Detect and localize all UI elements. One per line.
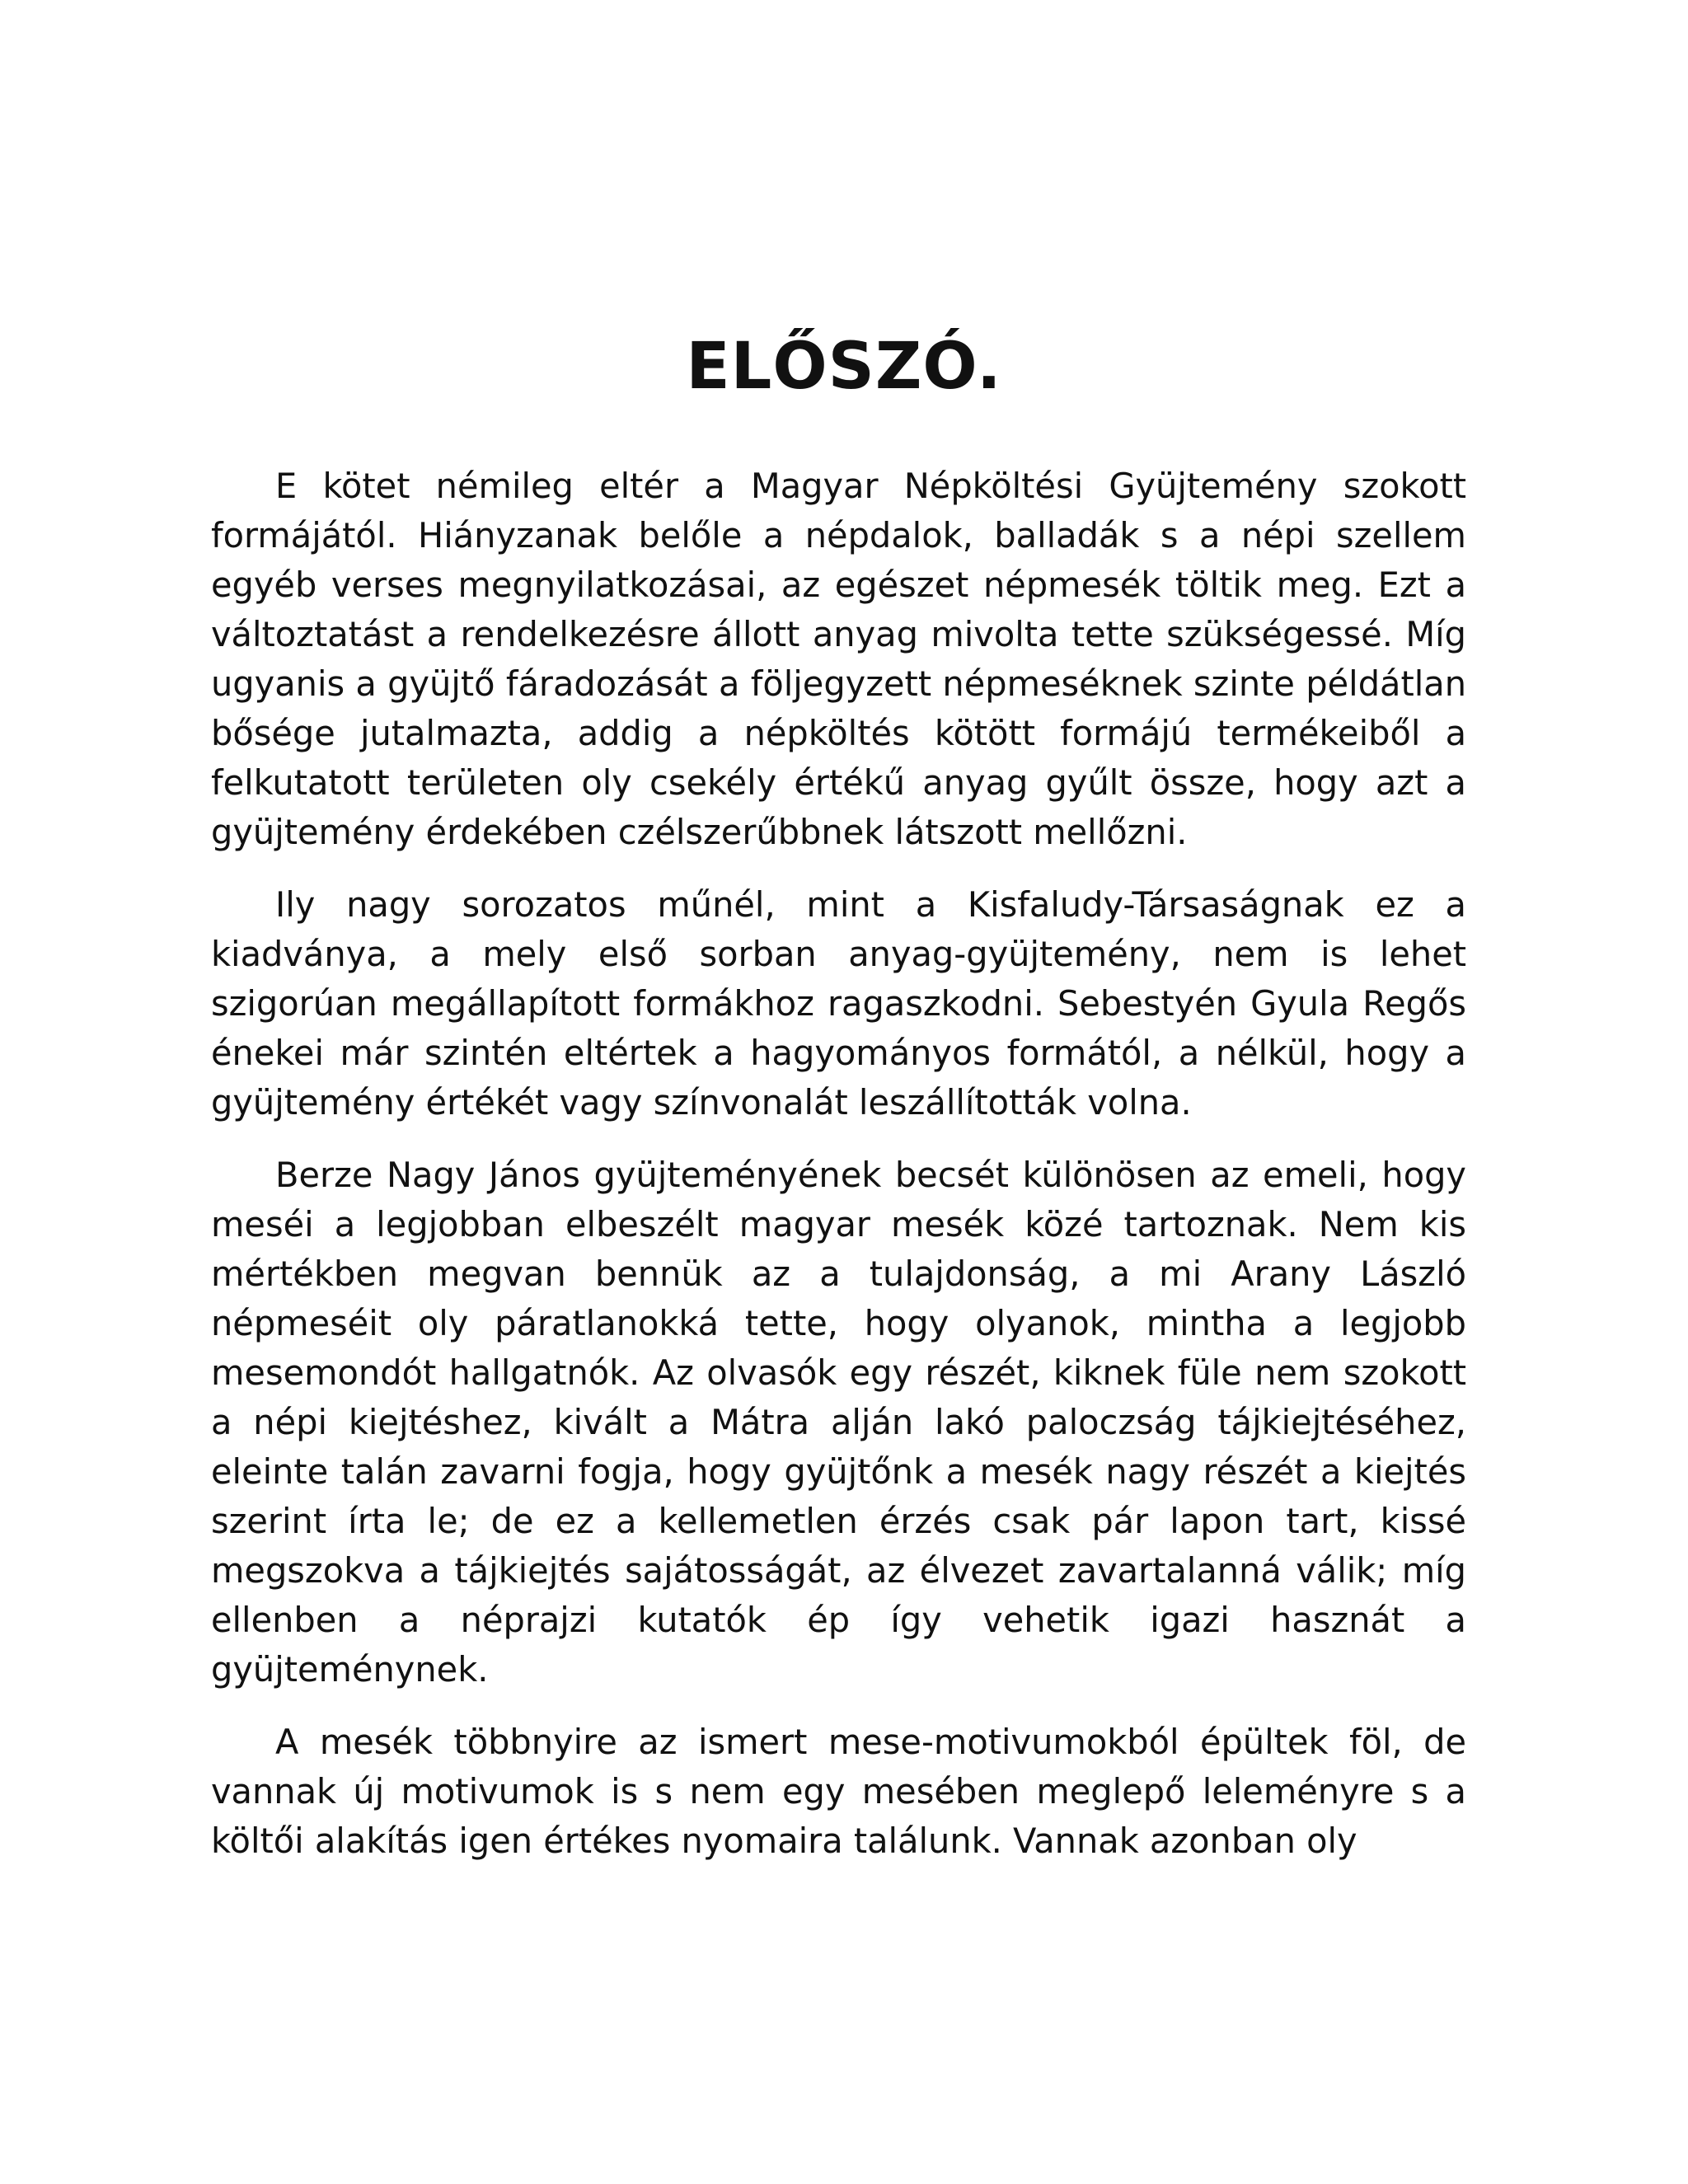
paragraph-2: Ily nagy sorozatos műnél, mint a Kisfaludy-Társaságnak ez a kiadványa, a mely első sorban anyag-gyüjtemény, nem is lehet szigorúan megállapított formákhoz ragaszkodni. Sebestyén Gyula Regős énekei már szintén eltértek a hagyományos formától, a nélkül, hogy a gyüjtemény értékét vagy színvonalát leszállították volna. (211, 884, 1466, 1122)
body-text (211, 462, 1466, 1866)
paragraph-1: E kötet némileg eltér a Magyar Népköltési Gyüjtemény szokott formájától. Hiányzanak belőle a népdalok, balladák s a népi szellem egyéb verses megnyilatkozásai, az egészet népmesék töltik meg. Ezt a változtatást a rendelkezésre állott anyag mivolta tette szükségessé. Míg ugyanis a gyüjtő fáradozását a följegyzett népmeséknek szinte példátlan bősége jutalmazta, addig a népköltés kötött formájú termékeiből a felkutatott területen oly csekély értékű anyag gyűlt össze, hogy azt a gyüjtemény érdekében czélszerűbbnek látszott mellőzni. (211, 466, 1466, 852)
paragraph-3: Berze Nagy János gyüjteményének becsét különösen az emeli, hogy meséi a legjobban elbeszélt magyar mesék közé tartoznak. Nem kis mértékben megvan bennük az a tulajdonság, a mi Arany László népmeséit oly páratlanokká tette, hogy olyanok, mintha a legjobb mesemondót hallgatnók. Az olvasók egy részét, kiknek füle nem szokott a népi kiejtéshez, kivált a Mátra alján lakó paloczság tájkiejtéséhez, eleinte talán zavarni fogja, hogy gyüjtőnk a mesék nagy részét a kiejtés szerint írta le; de ez a kellemetlen érzés csak pár lapon tart, kissé megszokva a tájkiejtés sajátosságát, az élvezet zavartalanná válik; míg ellenben a néprajzi kutatók ép így vehetik igazi hasznát a gyüjteménynek. (211, 1155, 1466, 1690)
paragraph-4: A mesék többnyire az ismert mese-motivumokból épültek föl, de vannak új motivumok is s nem egy mesében meglepő leleményre s a költői alakítás igen értékes nyomaira találunk. Vannak azonban oly (211, 1722, 1466, 1861)
page-title: ELŐSZÓ. (686, 330, 1002, 404)
